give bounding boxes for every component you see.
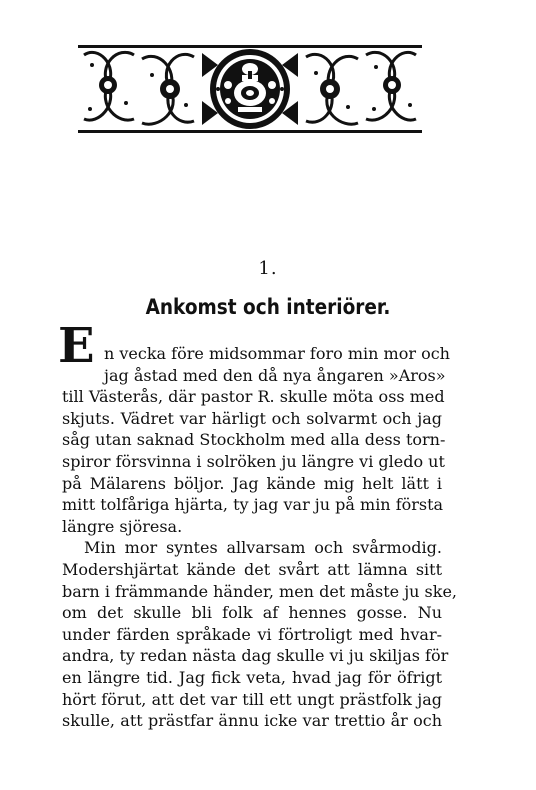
text-line: om det skulle bli folk af hennes gosse. Nu: [62, 603, 442, 623]
text-line: barn i främmande händer, men det måste ju ske,: [62, 581, 458, 601]
text-line: längre sjöresa.: [62, 516, 183, 536]
text-line: andra, ty redan nästa dag skulle vi ju skiljas för: [62, 646, 449, 666]
text-line: till Västerås, där pastor R. skulle möta oss med: [62, 387, 445, 407]
headpiece-ornament: [78, 45, 422, 133]
chapter-number: 1.: [258, 258, 278, 279]
body-text: [62, 343, 458, 732]
text-line: mitt tolfåriga hjärta, ty jag var ju på min första: [62, 495, 444, 515]
text-line: hört förut, att det var till ett ungt prästfolk jag: [62, 689, 442, 709]
drop-cap-letter: E: [58, 318, 95, 374]
text-line: jag åstad med den då nya ångaren »Aros»: [104, 365, 446, 385]
text-line: spiror försvinna i solröken ju längre vi gledo ut: [62, 451, 445, 471]
text-line: såg utan saknad Stockholm med alla dess torn-: [62, 430, 446, 450]
text-line: en längre tid. Jag fick veta, hvad jag för öfrigt: [62, 667, 442, 687]
text-line: Min mor syntes allvarsam och svårmodig.: [84, 538, 442, 558]
text-line: skulle, att prästfar ännu icke var trettio år och: [62, 711, 442, 731]
chapter-title: Ankomst och interiörer.: [145, 295, 391, 319]
text-line: på Mälarens böljor. Jag kände mig helt lätt i: [62, 473, 442, 493]
text-line: under färden språkade vi förtroligt med hvar-: [62, 624, 442, 644]
text-line: skjuts. Vädret var härligt och solvarmt och jag: [62, 408, 442, 428]
text-line: n vecka före midsommar foro min mor och: [104, 344, 450, 363]
text-line: Modershjärtat kände det svårt att lämna sitt: [62, 559, 442, 579]
